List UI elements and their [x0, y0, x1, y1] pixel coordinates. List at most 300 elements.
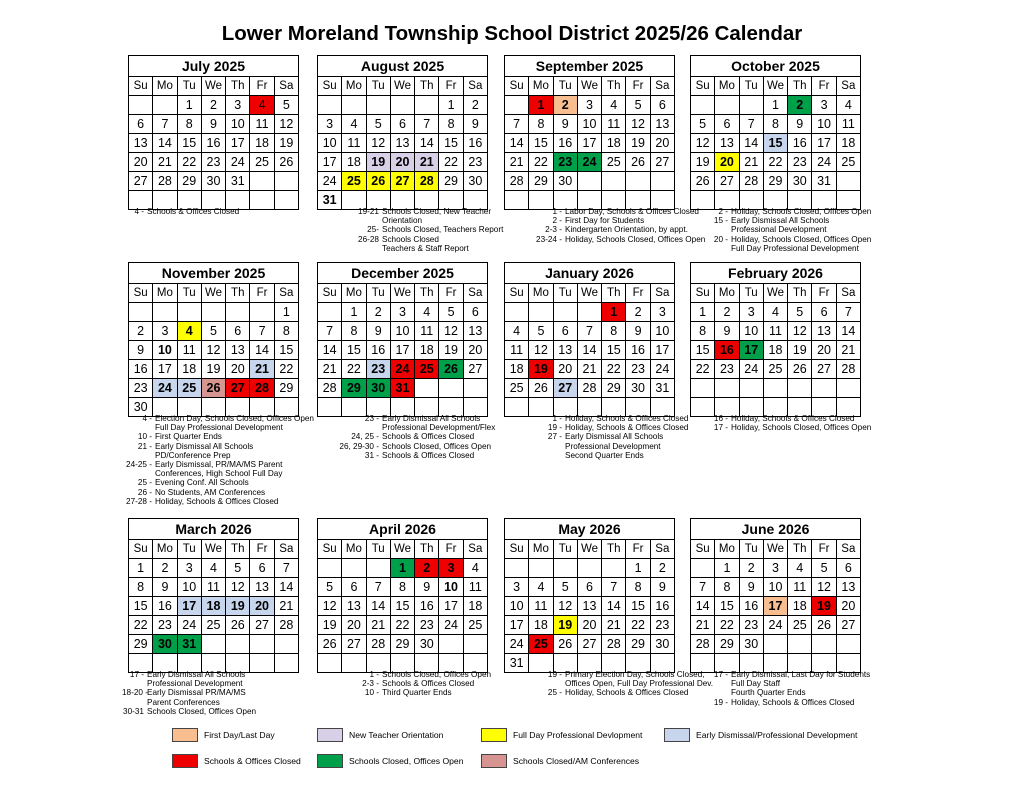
- note-dates: 20 -: [713, 234, 728, 244]
- month-calendar: [128, 55, 299, 210]
- calendar-day: 1: [274, 303, 298, 322]
- note-line: [502, 423, 702, 432]
- calendar-day: 28: [153, 172, 177, 191]
- calendar-day: 13: [463, 322, 487, 341]
- calendar-day: 22: [439, 153, 463, 172]
- calendar-day: 22: [602, 360, 626, 379]
- calendar-day-empty: [390, 96, 414, 115]
- calendar-day: 10: [226, 115, 250, 134]
- calendar-day: 25: [529, 635, 553, 654]
- calendar-day: 27: [812, 360, 836, 379]
- calendar-day: 29: [342, 379, 366, 398]
- calendar-day-empty: [505, 96, 529, 115]
- calendar-day: 9: [153, 578, 177, 597]
- calendar-day: 31: [390, 379, 414, 398]
- note-dates: 4 -: [134, 207, 144, 216]
- note-line: [688, 679, 888, 688]
- calendar-day: 18: [415, 341, 439, 360]
- calendar-day: 25: [836, 153, 860, 172]
- calendar-day: 4: [342, 115, 366, 134]
- calendar-day: 29: [626, 635, 650, 654]
- legend-swatch: [172, 754, 198, 768]
- legend-label: Early Dismissal/Professional Development: [696, 730, 858, 740]
- calendar-day: 1: [390, 559, 414, 578]
- calendar-day: 26: [274, 153, 298, 172]
- calendar-day-empty: [463, 379, 487, 398]
- weekday-header: Th: [788, 284, 812, 303]
- calendar-day: 20: [553, 360, 577, 379]
- calendar-day: 15: [274, 341, 298, 360]
- note-line: [122, 497, 322, 506]
- weekday-header: Sa: [836, 77, 860, 96]
- weekday-header: Sa: [463, 284, 487, 303]
- calendar-day-empty: [577, 172, 601, 191]
- note-text: PD/Conference Prep: [155, 450, 231, 460]
- note-text: Holiday, Schools & Offices Closed: [731, 414, 855, 423]
- note-text: Holiday, Schools Closed, Offices Open: [565, 234, 706, 244]
- calendar-day: 2: [201, 96, 225, 115]
- calendar-day: 18: [763, 341, 787, 360]
- calendar-day: 19: [812, 597, 836, 616]
- calendar-day-empty: [415, 379, 439, 398]
- calendar-day: 29: [274, 379, 298, 398]
- note-dates: 10 -: [137, 432, 152, 442]
- calendar-day: 2: [715, 303, 739, 322]
- calendar-day: 13: [129, 134, 153, 153]
- calendar-day-empty: [812, 379, 836, 398]
- calendar-day: 8: [342, 322, 366, 341]
- calendar-day: 19: [626, 134, 650, 153]
- calendar-day: 31: [177, 635, 201, 654]
- calendar-day: 8: [602, 322, 626, 341]
- calendar-day: 10: [739, 322, 763, 341]
- calendar-day-empty: [763, 379, 787, 398]
- weekday-header: Tu: [366, 284, 390, 303]
- calendar-day: 21: [318, 360, 342, 379]
- calendar-day: 29: [763, 172, 787, 191]
- calendar-day: 24: [390, 360, 414, 379]
- calendar-day: 4: [763, 303, 787, 322]
- weekday-header: Su: [129, 284, 153, 303]
- calendar-day: 8: [274, 322, 298, 341]
- calendar-day: 15: [763, 134, 787, 153]
- weekday-header: Sa: [836, 540, 860, 559]
- calendar-day: 14: [415, 134, 439, 153]
- legend-label: First Day/Last Day: [204, 730, 275, 740]
- calendar-day: 7: [153, 115, 177, 134]
- note-line: [315, 670, 515, 679]
- calendar-day: 15: [129, 597, 153, 616]
- weekday-header: We: [763, 77, 787, 96]
- note-line: [122, 432, 322, 441]
- note-text: Holiday, Schools & Offices Closed: [565, 423, 689, 433]
- calendar-day: 22: [763, 153, 787, 172]
- weekday-header: Tu: [739, 77, 763, 96]
- note-text: Election Day, Schools Closed, Offices Open: [155, 414, 314, 423]
- note-dates: [122, 423, 155, 432]
- calendar-day: 8: [691, 322, 715, 341]
- note-line: [502, 234, 706, 244]
- weekday-header: Mo: [342, 77, 366, 96]
- weekday-header: Fr: [812, 284, 836, 303]
- calendar-day: 26: [553, 635, 577, 654]
- calendar-day: 19: [318, 616, 342, 635]
- calendar-day: 2: [739, 559, 763, 578]
- calendar-day: 19: [439, 341, 463, 360]
- calendar-day-empty: [153, 96, 177, 115]
- calendar-day: 4: [250, 96, 274, 115]
- calendar-day: 23: [463, 153, 487, 172]
- calendar-day: 26: [439, 360, 463, 379]
- calendar-day: 8: [177, 115, 201, 134]
- weekday-header: We: [201, 540, 225, 559]
- note-line: [502, 442, 702, 451]
- calendar-day: 29: [129, 635, 153, 654]
- calendar-day: 25: [177, 379, 201, 398]
- calendar-day: 14: [250, 341, 274, 360]
- calendar-day: 31: [650, 379, 674, 398]
- note-text: Schools Closed, Teachers Report: [382, 225, 504, 235]
- note-text: Parent Conferences: [147, 697, 220, 707]
- legend-swatch: [172, 728, 198, 742]
- calendar-day-empty: [788, 379, 812, 398]
- calendar-day-empty: [788, 635, 812, 654]
- note-dates: 19 -: [547, 423, 562, 433]
- note-line: [688, 414, 888, 423]
- calendar-day-empty: [415, 96, 439, 115]
- weekday-header: Su: [129, 540, 153, 559]
- calendar-day-empty: [366, 96, 390, 115]
- weekday-header: Su: [129, 77, 153, 96]
- calendar-day: 1: [715, 559, 739, 578]
- calendar-day-empty: [274, 172, 298, 191]
- note-dates: [315, 423, 382, 432]
- calendar-day: 7: [274, 559, 298, 578]
- month-name: August 2025: [318, 56, 488, 77]
- note-text: Early Dismissal All Schools: [382, 414, 481, 423]
- weekday-header: Su: [505, 284, 529, 303]
- calendar-day: 6: [553, 322, 577, 341]
- note-line: [315, 442, 515, 451]
- calendar-day: 18: [342, 153, 366, 172]
- calendar-day: 27: [715, 172, 739, 191]
- calendar-day: 30: [153, 635, 177, 654]
- note-line: [502, 670, 705, 679]
- legend-item: [317, 754, 463, 768]
- calendar-day: 20: [577, 616, 601, 635]
- note-line: [502, 207, 702, 216]
- calendar-day: 21: [274, 597, 298, 616]
- weekday-header: We: [763, 284, 787, 303]
- calendar-day: 24: [505, 635, 529, 654]
- calendar-day: 8: [626, 578, 650, 597]
- calendar-day: 22: [342, 360, 366, 379]
- calendar-day: 9: [626, 322, 650, 341]
- calendar-day-empty: [529, 303, 553, 322]
- note-text: Early Dismissal All Schools: [565, 432, 664, 442]
- note-dates: [502, 451, 565, 460]
- calendar-day-empty: [836, 379, 860, 398]
- calendar-day: 2: [366, 303, 390, 322]
- note-line: [315, 414, 515, 423]
- weekday-header: Fr: [626, 284, 650, 303]
- note-dates: 18-20 -: [122, 688, 148, 698]
- calendar-day-empty: [250, 635, 274, 654]
- weekday-header: Tu: [553, 284, 577, 303]
- weekday-header: Fr: [626, 77, 650, 96]
- calendar-day: 14: [366, 597, 390, 616]
- weekday-header: Th: [226, 540, 250, 559]
- calendar-day: 3: [812, 96, 836, 115]
- calendar-day: 24: [812, 153, 836, 172]
- calendar-day: 10: [577, 115, 601, 134]
- note-text: Holiday, Schools & Offices Closed: [565, 414, 689, 423]
- weekday-header: Sa: [650, 284, 674, 303]
- note-text: Third Quarter Ends: [382, 688, 452, 698]
- calendar-day: 17: [650, 341, 674, 360]
- calendar-day-empty: [529, 559, 553, 578]
- note-line: [122, 460, 322, 469]
- calendar-day: 10: [177, 578, 201, 597]
- note-text: Offices Open, Full Day Professional Dev.: [565, 679, 714, 689]
- month-notes: [502, 670, 714, 698]
- note-dates: 19-21: [358, 207, 379, 216]
- note-line: [502, 225, 702, 234]
- calendar-day: 27: [577, 635, 601, 654]
- calendar-day: 23: [129, 379, 153, 398]
- calendar-day: 24: [650, 360, 674, 379]
- weekday-header: Sa: [650, 540, 674, 559]
- note-text: Schools Closed, Offices Open: [382, 441, 492, 451]
- calendar-day: 17: [577, 134, 601, 153]
- legend-item: [481, 728, 642, 742]
- note-line: [502, 679, 714, 689]
- calendar-day: 14: [153, 134, 177, 153]
- month-notes: [315, 670, 515, 698]
- calendar-day: 8: [715, 578, 739, 597]
- note-text: Teachers & Staff Report: [382, 243, 469, 253]
- weekday-header: Su: [691, 77, 715, 96]
- month-notes: [688, 207, 888, 253]
- calendar-day: 6: [577, 578, 601, 597]
- legend-swatch: [481, 728, 507, 742]
- calendar-day: 3: [318, 115, 342, 134]
- month-name: October 2025: [691, 56, 861, 77]
- calendar-day: 3: [153, 322, 177, 341]
- weekday-header: Su: [505, 77, 529, 96]
- calendar-day: 20: [390, 153, 414, 172]
- calendar-day: 11: [529, 597, 553, 616]
- note-line: [688, 670, 888, 679]
- calendar-day: 9: [553, 115, 577, 134]
- note-line: [502, 414, 702, 423]
- calendar-day: 17: [390, 341, 414, 360]
- calendar-day: 28: [318, 379, 342, 398]
- calendar-day: 2: [553, 96, 577, 115]
- note-dates: 17 -: [713, 670, 728, 679]
- calendar-day-empty: [318, 559, 342, 578]
- note-line: [688, 207, 888, 216]
- calendar-day-empty: [274, 635, 298, 654]
- weekday-header: Su: [691, 284, 715, 303]
- calendar-day: 20: [250, 597, 274, 616]
- calendar-day: 9: [415, 578, 439, 597]
- note-dates: [688, 244, 731, 253]
- note-text: Holiday, Schools & Offices Closed: [731, 697, 855, 707]
- calendar-day: 4: [529, 578, 553, 597]
- calendar-day: 15: [715, 597, 739, 616]
- note-dates: 2 -: [552, 216, 562, 226]
- calendar-day: 30: [201, 172, 225, 191]
- note-dates: 24, 25 -: [351, 432, 379, 442]
- calendar-day: 9: [715, 322, 739, 341]
- note-text: Full Day Staff: [731, 679, 780, 689]
- weekday-header: Sa: [650, 77, 674, 96]
- calendar-day: 12: [366, 134, 390, 153]
- calendar-day: 13: [553, 341, 577, 360]
- calendar-day: 15: [529, 134, 553, 153]
- calendar-day-empty: [577, 303, 601, 322]
- legend-item: [481, 754, 639, 768]
- note-text: Holiday, Schools Closed, Offices Open: [731, 207, 872, 216]
- note-line: [315, 688, 515, 697]
- calendar-day: 10: [439, 578, 463, 597]
- calendar-day: 26: [366, 172, 390, 191]
- note-text: Professional Development/Flex: [382, 423, 496, 433]
- weekday-header: Fr: [626, 540, 650, 559]
- calendar-day: 11: [415, 322, 439, 341]
- month-notes: [122, 414, 322, 506]
- weekday-header: Mo: [153, 540, 177, 559]
- calendar-day: 1: [177, 96, 201, 115]
- calendar-day-empty: [129, 303, 153, 322]
- calendar-day: 25: [788, 616, 812, 635]
- calendar-day: 20: [715, 153, 739, 172]
- calendar-day: 1: [342, 303, 366, 322]
- weekday-header: Th: [788, 540, 812, 559]
- note-text: Holiday, Schools & Offices Closed: [565, 688, 689, 698]
- calendar-day: 9: [366, 322, 390, 341]
- note-dates: 2-3 -: [545, 225, 562, 235]
- note-text: Early Dismissal, Last Day for Students: [731, 670, 871, 679]
- calendar-day: 2: [788, 96, 812, 115]
- weekday-header: Th: [226, 77, 250, 96]
- month-name: May 2026: [505, 519, 675, 540]
- calendar-day: 5: [201, 322, 225, 341]
- calendar-day: 11: [201, 578, 225, 597]
- note-text: Primary Election Day, Schools Closed,: [565, 670, 705, 679]
- note-line: [315, 432, 515, 441]
- calendar-day: 9: [788, 115, 812, 134]
- calendar-day: 22: [715, 616, 739, 635]
- legend-item: [664, 728, 857, 742]
- note-text: Kindergarten Orientation, by appt.: [565, 225, 688, 235]
- note-line: [315, 216, 515, 225]
- calendar-day: 18: [788, 597, 812, 616]
- note-line: [122, 207, 322, 216]
- calendar-day: 18: [602, 134, 626, 153]
- note-dates: 27 -: [547, 432, 562, 442]
- note-line: [315, 679, 515, 688]
- weekday-header: Mo: [715, 284, 739, 303]
- note-text: Professional Development: [147, 679, 243, 689]
- calendar-day-empty: [250, 172, 274, 191]
- calendar-day: 3: [439, 559, 463, 578]
- month-calendar: [504, 518, 675, 673]
- weekday-header: Su: [318, 540, 342, 559]
- weekday-header: Mo: [529, 284, 553, 303]
- calendar-day: 1: [439, 96, 463, 115]
- calendar-day: 30: [739, 635, 763, 654]
- calendar-day: 3: [177, 559, 201, 578]
- weekday-header: Fr: [439, 540, 463, 559]
- calendar-day-empty: [439, 635, 463, 654]
- calendar-day: 29: [715, 635, 739, 654]
- calendar-day: 27: [836, 616, 860, 635]
- note-dates: [502, 679, 565, 688]
- legend-label: Schools Closed/AM Conferences: [513, 756, 640, 766]
- calendar-day-empty: [250, 303, 274, 322]
- note-text: Schools Closed, New Teacher: [382, 207, 492, 216]
- calendar-day: 5: [626, 96, 650, 115]
- calendar-day: 10: [650, 322, 674, 341]
- calendar-day: 27: [342, 635, 366, 654]
- calendar-day: 5: [812, 559, 836, 578]
- calendar-day: 15: [342, 341, 366, 360]
- note-text: First Day for Students: [565, 216, 645, 226]
- calendar-day: 5: [529, 322, 553, 341]
- calendar-day-empty: [201, 303, 225, 322]
- calendar-day-empty: [153, 303, 177, 322]
- calendar-day: 27: [650, 153, 674, 172]
- calendar-day: 15: [691, 341, 715, 360]
- calendar-day: 1: [602, 303, 626, 322]
- calendar-day: 3: [390, 303, 414, 322]
- calendar-day: 26: [529, 379, 553, 398]
- month-notes: [122, 207, 322, 216]
- calendar-day: 23: [201, 153, 225, 172]
- calendar-day: 7: [250, 322, 274, 341]
- calendar-day: 21: [366, 616, 390, 635]
- note-dates: 26, 29-30 -: [339, 441, 379, 451]
- calendar-day: 26: [318, 635, 342, 654]
- calendar-day: 26: [812, 616, 836, 635]
- weekday-header: We: [577, 77, 601, 96]
- month-name: December 2025: [318, 263, 488, 284]
- calendar-day: 15: [390, 597, 414, 616]
- weekday-header: We: [390, 540, 414, 559]
- note-text: Schools Closed, Offices Open: [147, 706, 257, 716]
- weekday-header: Su: [505, 540, 529, 559]
- calendar-day: 25: [602, 153, 626, 172]
- calendar-day: 8: [390, 578, 414, 597]
- month-name: November 2025: [129, 263, 299, 284]
- calendar-day-empty: [691, 559, 715, 578]
- weekday-header: Mo: [715, 540, 739, 559]
- calendar-day: 8: [439, 115, 463, 134]
- calendar-day: 11: [463, 578, 487, 597]
- calendar-day: 4: [836, 96, 860, 115]
- calendar-day: 7: [739, 115, 763, 134]
- calendar-day-empty: [342, 96, 366, 115]
- calendar-day: 12: [812, 578, 836, 597]
- calendar-day: 24: [153, 379, 177, 398]
- month-calendar: [317, 55, 488, 210]
- month-notes: [502, 207, 706, 244]
- calendar-day: 24: [226, 153, 250, 172]
- weekday-header: Mo: [153, 284, 177, 303]
- note-dates: [122, 679, 147, 688]
